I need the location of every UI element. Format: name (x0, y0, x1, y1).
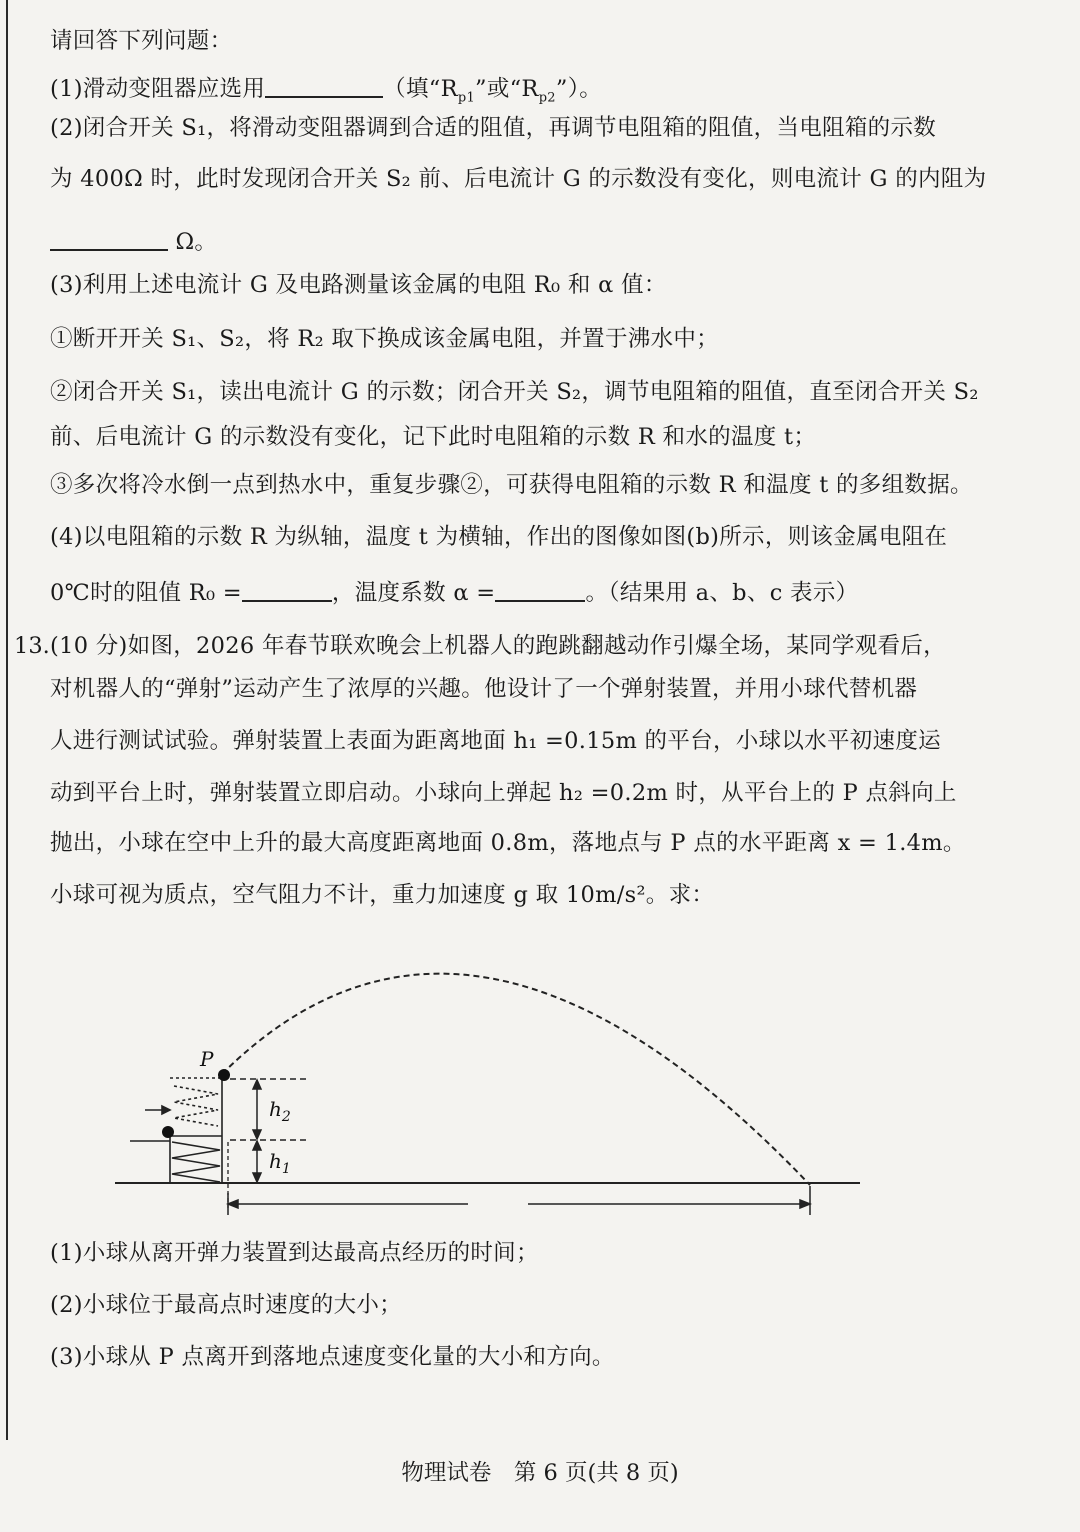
projectile-figure (110, 938, 870, 1228)
ball-on-platform (162, 1126, 174, 1138)
h1-arrow (253, 1141, 261, 1182)
q13-line-4: 动到平台上时，弹射装置立即启动。小球向上弹起 h₂ =0.2m 时，从平台上的 P 点斜向上 (50, 780, 957, 806)
sub-question-1: (1)小球从离开弹力装置到达最高点经历的时间； (50, 1240, 539, 1266)
question-13-number: 13. (14, 633, 50, 659)
q13-line-6: 小球可视为质点，空气阻力不计，重力加速度 g 取 10m/s²。求： (50, 882, 715, 908)
q13-line-1: (10 分)如图，2026 年春节联欢晚会上机器人的跑跳翻越动作引爆全场，某同学观看后， (50, 633, 946, 659)
label-h1: $h_1$ (269, 1149, 291, 1177)
answer-blank-1[interactable] (265, 74, 383, 98)
page-edge-line (6, 0, 8, 1440)
step3-line: ③多次将冷水倒一点到热水中，重复步骤②，可获得电阻箱的示数 R 和温度 t 的多组数据。 (50, 472, 973, 498)
step2-line-2: 前、后电流计 G 的示数没有变化，记下此时电阻箱的示数 R 和水的温度 t； (50, 424, 817, 450)
q1-line: (1)滑动变阻器应选用 （填“$R_{p1}$”或“$R_{p2}$”）。 (50, 76, 603, 106)
q4-line-2: 0℃时的阻值 R₀ = ，温度系数 α = 。（结果用 a、b、c 表示） (50, 580, 859, 606)
answer-blank-3[interactable] (242, 578, 332, 602)
step2-line-1: ②闭合开关 S₁，读出电流计 G 的示数；闭合开关 S₂，调节电阻箱的阻值，直至闭合开关 S₂ (50, 379, 979, 405)
intro-line: 请回答下列问题： (50, 28, 233, 54)
answer-blank-4[interactable] (495, 578, 585, 602)
label-p: P (200, 1047, 214, 1071)
x-distance-arrow (228, 1186, 810, 1215)
q4-line-1: (4)以电阻箱的示数 R 为纵轴，温度 t 为横轴，作出的图像如图(b)所示，则该金属电阻在 (50, 524, 948, 550)
q2-line-2: 为 400Ω 时，此时发现闭合开关 S₂ 前、后电流计 G 的示数没有变化，则电流计 G 的内阻为 (50, 166, 987, 192)
answer-blank-2[interactable] (50, 227, 168, 251)
label-h2: $h_2$ (269, 1097, 291, 1125)
q13-line-2: 对机器人的“弹射”运动产生了浓厚的兴趣。他设计了一个弹射装置，并用小球代替机器 (50, 676, 918, 702)
h2-arrow (253, 1080, 261, 1139)
spring-launcher (130, 1074, 222, 1183)
q13-line-3: 人进行测试试验。弹射装置上表面为距离地面 h₁ =0.15m 的平台，小球以水平初速度运 (50, 728, 941, 754)
q2-line-3: Ω。 (50, 225, 970, 259)
step1-line: ①断开开关 S₁、S₂，将 R₂ 取下换成该金属电阻，并置于沸水中； (50, 326, 719, 352)
q3-line: (3)利用上述电流计 G 及电路测量该金属的电阻 R₀ 和 α 值： (50, 272, 667, 298)
q2-line-1: (2)闭合开关 S₁，将滑动变阻器调到合适的阻值，再调节电阻箱的阻值，当电阻箱的示数 (50, 115, 937, 141)
q13-line-5: 抛出，小球在空中上升的最大高度距离地面 0.8m，落地点与 P 点的水平距离 x = 1.4m。 (50, 830, 966, 856)
ball-at-p (218, 1069, 230, 1081)
sub-question-3: (3)小球从 P 点离开到落地点速度变化量的大小和方向。 (50, 1344, 615, 1370)
page-footer: 物理试卷 第 6 页(共 8 页) (401, 1460, 679, 1486)
sub-question-2: (2)小球位于最高点时速度的大小； (50, 1292, 402, 1318)
trajectory-curve (222, 974, 810, 1185)
